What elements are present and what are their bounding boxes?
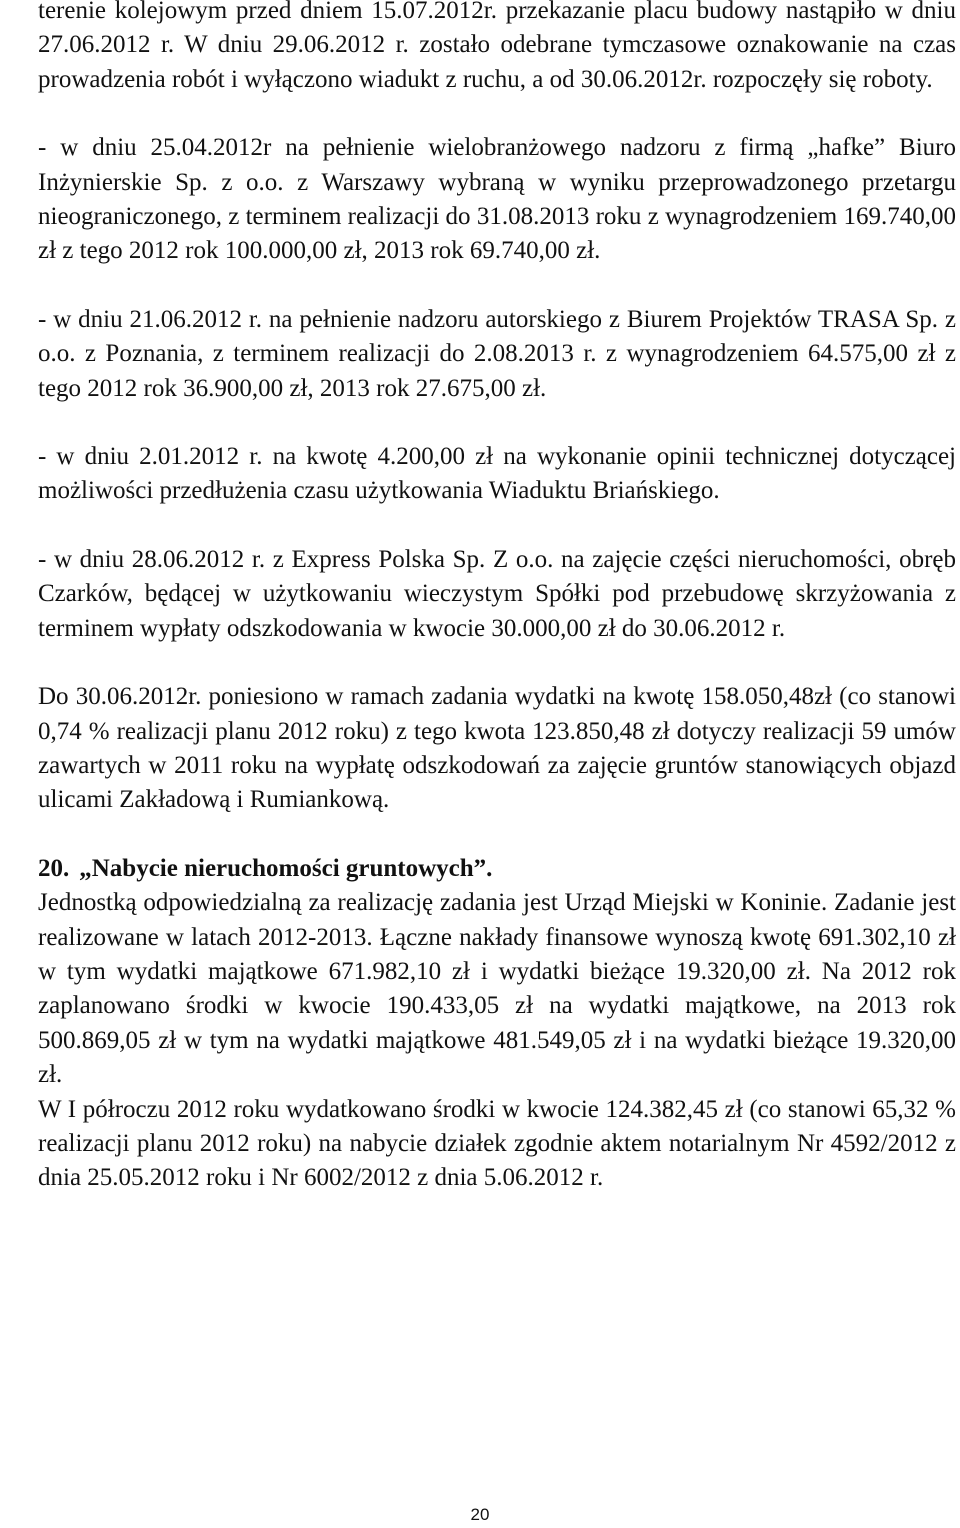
paragraph-expenditure-summary: Do 30.06.2012r. poniesiono w ramach zadania wydatki na kwotę 158.050,48zł (co stanowi 0,74 % realizacji planu 2012 roku) z tego kwota 123.850,48 zł dotyczy realizacji 59 umów zawartych w 2011 roku na wypłatę odszkodowań za zajęcie gruntów stanowiących objazd ulicami Zakładową i Rumiankową.	[38, 683, 956, 814]
page-number: 20	[470, 1505, 490, 1524]
paragraph-express-polska: - w dniu 28.06.2012 r. z Express Polska Sp. Z o.o. na zajęcie części nieruchomości, obręb Czarków, będącej w użytkowaniu wieczystym Spółki pod przebudowę skrzyżowania z terminem wypłaty odszkodowania w kwocie 30.000,00 zł do 30.06.2012 r.	[38, 545, 956, 642]
section-paragraph-responsibility: Jednostką odpowiedzialną za realizację zadania jest Urząd Miejski w Koninie. Zadanie jest realizowane w latach 2012-2013. Łączne nakłady finansowe wynoszą kwotę 691.302,10 zł w tym wydatki majątkowe 671.982,10 zł i wydatki bieżące 19.320,00 zł. Na 2012 rok zaplanowano środki w kwocie 190.433,05 zł na wydatki majątkowe, na 2013 rok 500.869,05 zł w tym na wydatki majątkowe 481.549,05 zł i na wydatki bieżące 19.320,00 zł.	[38, 889, 956, 1089]
section-heading	[38, 852, 956, 886]
section-number: 20.	[38, 854, 70, 882]
section-title: „Nabycie nieruchomości gruntowych”.	[79, 854, 493, 882]
section-paragraph-first-half: W I półroczu 2012 roku wydatkowano środki w kwocie 124.382,45 zł (co stanowi 65,32 % realizacji planu 2012 roku) na nabycie działek zgodnie aktem notarialnym Nr 4592/2012 z dnia 25.05.2012 roku i Nr 6002/2012 z dnia 5.06.2012 r.	[38, 1095, 956, 1192]
document-page	[38, 0, 956, 1196]
paragraph-trasa-supervision: - w dniu 21.06.2012 r. na pełnienie nadzoru autorskiego z Biurem Projektów TRASA Sp. z o.o. z Poznania, z terminem realizacji do 2.08.2013 r. z wynagrodzeniem 64.575,00 zł z tego 2012 rok 36.900,00 zł, 2013 rok 27.675,00 zł.	[38, 305, 956, 402]
paragraph-technical-opinion: - w dniu 2.01.2012 r. na kwotę 4.200,00 zł na wykonanie opinii technicznej dotyczącej możliwości przedłużenia czasu użytkowania Wiaduktu Briańskiego.	[38, 443, 956, 505]
paragraph-continuation: terenie kolejowym przed dniem 15.07.2012r. przekazanie placu budowy nastąpiło w dniu 27.06.2012 r. W dniu 29.06.2012 r. zostało odebrane tymczasowe oznakowanie na czas prowadzenia robót i wyłączono wiadukt z ruchu, a od 30.06.2012r. rozpoczęły się roboty.	[38, 0, 956, 93]
paragraph-hafke-supervision: - w dniu 25.04.2012r na pełnienie wielobranżowego nadzoru z firmą „hafke” Biuro Inżynierskie Sp. z o.o. z Warszawy wybraną w wyniku przeprowadzonego przetargu nieograniczonego, z terminem realizacji do 31.08.2013 roku z wynagrodzeniem 169.740,00 zł z tego 2012 rok 100.000,00 zł, 2013 rok 69.740,00 zł.	[38, 134, 956, 265]
